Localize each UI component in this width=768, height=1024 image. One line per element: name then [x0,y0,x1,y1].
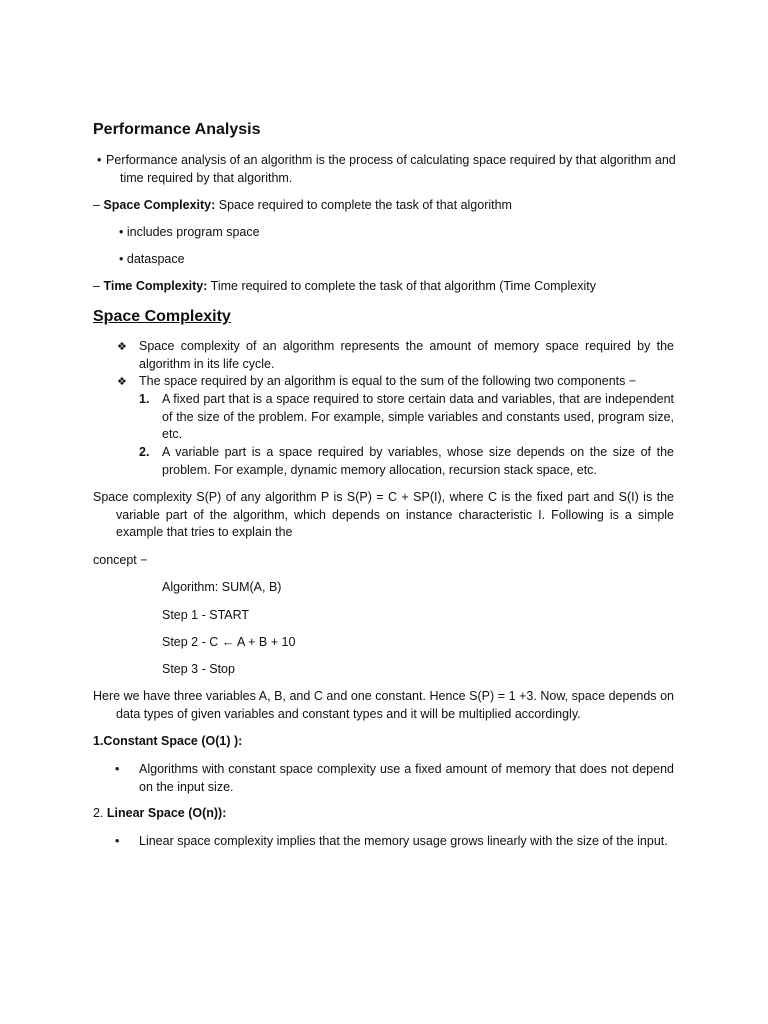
dash-icon: – [93,279,100,293]
bullet-icon: • [97,153,102,167]
constant-space-text: Algorithms with constant space complexity use a fixed amount of memory that does not depend on the input size. [139,762,674,794]
diamond-bullet-icon: ❖ [117,340,127,353]
linear-space-label: Linear Space (O(n)): [106,806,227,820]
bullet-icon: • [115,762,120,776]
space-item-text: includes program space [126,225,260,239]
space-item-data [119,251,185,268]
linear-space-text: Linear space complexity implies that the memory usage grows linearly with the size of the input. [139,834,668,848]
concept-line: concept − [93,553,148,567]
linear-space-number: 2. [93,806,107,820]
page-title: Performance Analysis [93,121,261,138]
diamond-bullet-icon: ❖ [117,375,127,388]
bullet-icon: • [119,225,124,239]
intro-text: Performance analysis of an algorithm is the process of calculating space required by that algorithm and time required by that algorithm. [106,153,676,185]
section-heading: Space Complexity [93,308,231,325]
component-text: A fixed part that is a space required to store certain data and variables, that are independent of the size of the problem. For example, simple variables and constants used, program size, etc. [162,392,674,441]
algorithm-step: Step 1 - START [162,608,250,622]
time-complexity-text: Time required to complete the task of that algorithm (Time Complexity [207,279,596,293]
algorithm-step: Step 2 - C ← A + B + 10 [162,635,296,649]
bullet-icon: • [115,834,120,848]
component-number: 2. [139,445,150,459]
linear-space-heading [93,805,226,822]
bullet-icon: • [119,252,124,266]
dash-icon: – [93,198,100,212]
diamond-item-text: The space required by an algorithm is equal to the sum of the following two components − [139,374,637,388]
time-complexity-label: Time Complexity: [103,279,208,293]
algorithm-step: Step 3 - Stop [162,662,235,676]
here-paragraph: Here we have three variables A, B, and C and one constant. Hence S(P) = 1 +3. Now, space depends on data types of given variables and constant types and it will be multiplied accordingly. [93,689,674,721]
sp-paragraph: Space complexity S(P) of any algorithm P is S(P) = C + SP(I), where C is the fixed part and S(I) is the variable part of the algorithm, which depends on instance characteristic I. Following is a simple example that tries to explain the [93,490,674,539]
space-complexity-label: Space Complexity: [103,198,216,212]
space-item-program [119,224,260,241]
algorithm-line: Algorithm: SUM(A, B) [162,580,282,594]
time-complexity-line [93,278,596,295]
space-item-text: dataspace [126,252,185,266]
diamond-item-text: Space complexity of an algorithm represents the amount of memory space required by the algorithm in its life cycle. [139,339,674,371]
space-complexity-line [93,197,512,214]
document-page [93,0,674,1024]
component-number: 1. [139,392,150,406]
space-complexity-text: Space required to complete the task of that algorithm [215,198,512,212]
component-text: A variable part is a space required by variables, whose size depends on the size of the problem. For example, dynamic memory allocation, recursion stack space, etc. [162,445,674,477]
constant-space-heading: 1.Constant Space (O(1) ): [93,734,243,748]
